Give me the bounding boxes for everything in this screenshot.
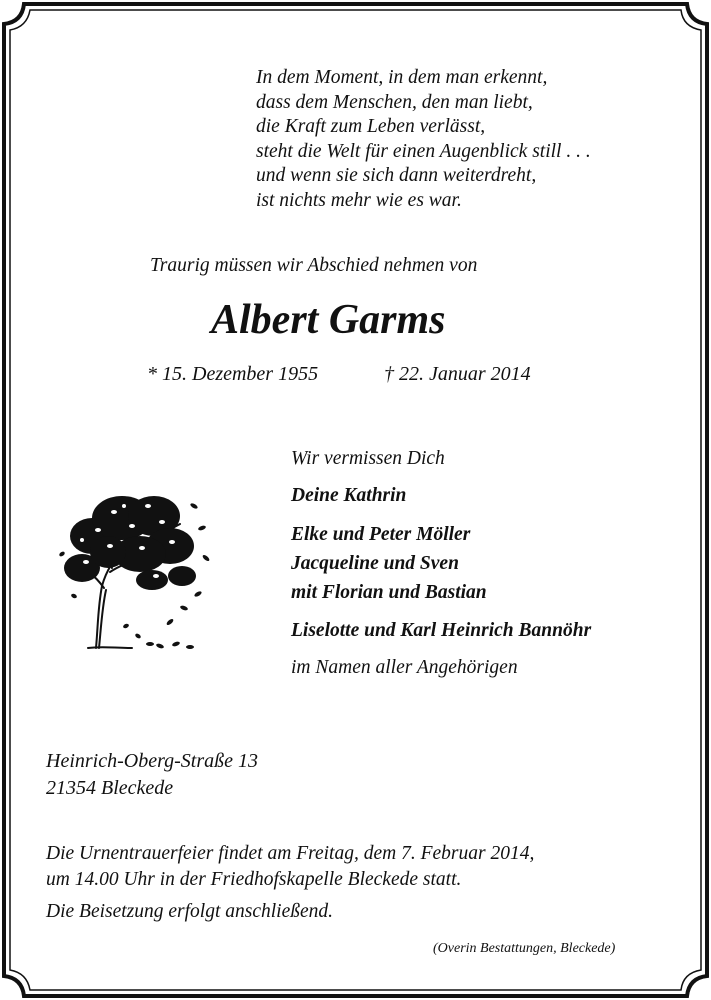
mourner-line: Jacqueline und Sven <box>291 553 459 574</box>
mourner-line: mit Florian und Bastian <box>291 582 487 603</box>
mourners-closing: im Namen aller Angehörigen <box>291 657 518 678</box>
death-date: † 22. Januar 2014 <box>384 363 531 385</box>
poem-line: die Kraft zum Leben verlässt, <box>256 116 486 137</box>
intro-text: Traurig müssen wir Abschied nehmen von <box>150 255 478 276</box>
address-city: 21354 Bleckede <box>46 777 174 799</box>
poem <box>256 66 591 213</box>
poem-line: und wenn sie sich dann weiterdreht, <box>256 165 537 186</box>
mourners-heading: Wir vermissen Dich <box>291 448 445 469</box>
poem-line: steht die Welt für einen Augenblick still . . . <box>256 140 591 162</box>
deceased-name: Albert Garms <box>211 297 446 343</box>
burial-line: Die Beisetzung erfolgt anschließend. <box>46 901 334 922</box>
poem-line: In dem Moment, in dem man erkennt, <box>256 67 548 88</box>
funeral-home-credit: (Overin Bestattungen, Bleckede) <box>433 941 616 956</box>
poem-line: dass dem Menschen, den man liebt, <box>256 91 533 113</box>
address-street: Heinrich-Oberg-Straße 13 <box>46 750 258 772</box>
birth-date: * 15. Dezember 1955 <box>147 363 319 385</box>
poem-line: ist nichts mehr wie es war. <box>256 189 462 211</box>
mourner-line: Liselotte und Karl Heinrich Bannöhr <box>291 620 592 641</box>
ceremony-line: Die Urnentrauerfeier findet am Freitag, dem 7. Februar 2014, <box>46 843 535 864</box>
windblown-tree-icon <box>52 476 217 656</box>
mourner-line: Elke und Peter Möller <box>291 524 471 545</box>
ceremony-line: um 14.00 Uhr in der Friedhofskapelle Bleckede statt. <box>46 869 462 890</box>
mourner-spouse: Deine Kathrin <box>291 485 407 506</box>
